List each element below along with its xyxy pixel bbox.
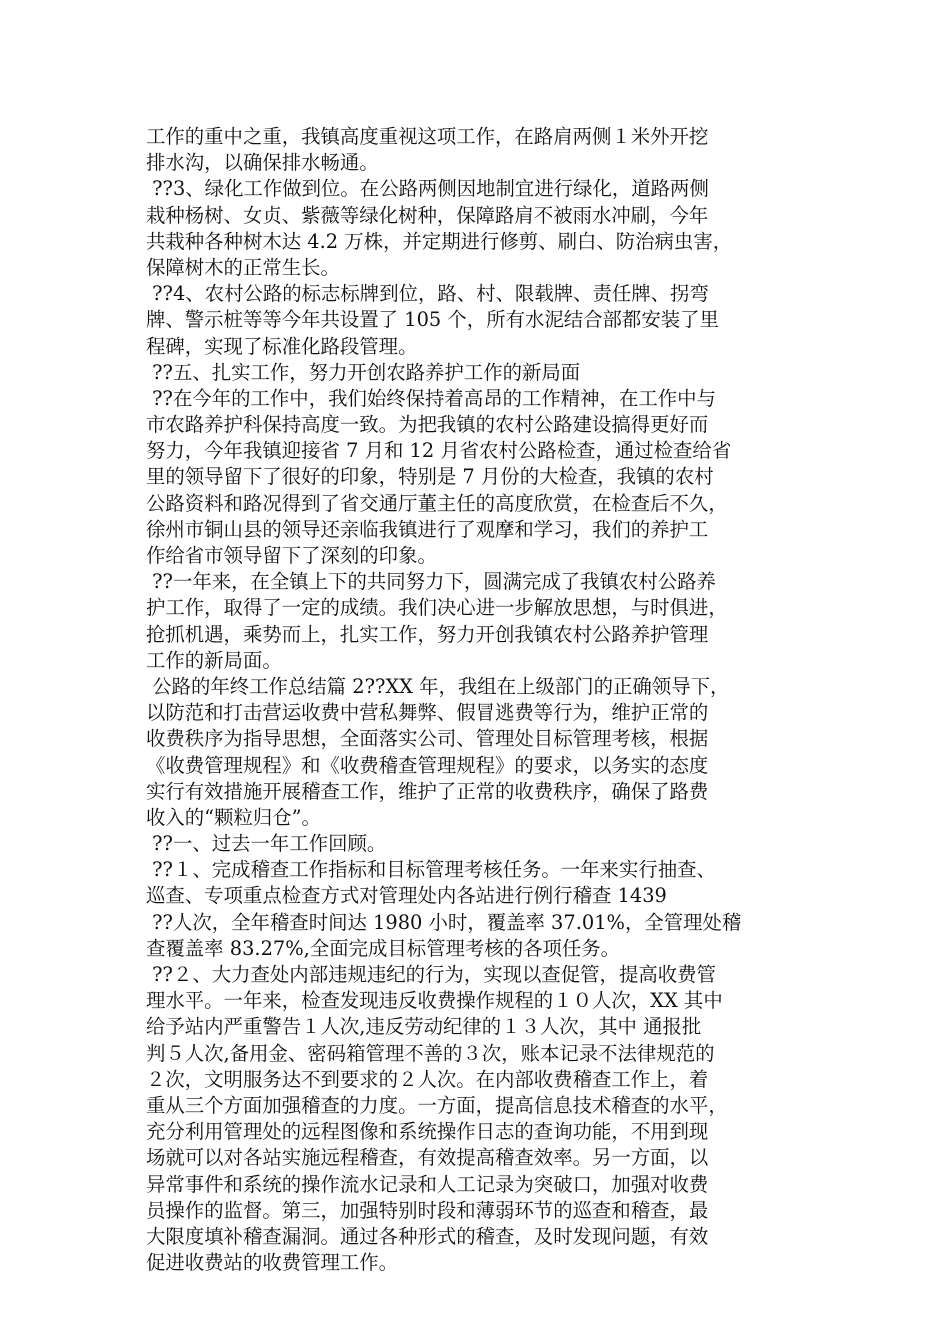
- text-line: ??五、扎实工作，努力开创农路养护工作的新局面: [146, 360, 581, 384]
- text-line: ??１、完成稽查工作指标和目标管理考核任务。一年来实行抽查、: [146, 858, 716, 882]
- text-line: 排水沟，以确保排水畅通。: [146, 151, 379, 175]
- text-line: 员操作的监督。第三，加强特别时段和薄弱环节的巡查和稽查，最: [146, 1198, 709, 1222]
- text-line: 作给省市领导留下了深刻的印象。: [146, 544, 437, 567]
- text-line: 护工作，取得了一定的成绩。我们决心进一步解放思想，与时俱进，: [146, 596, 728, 620]
- text-line: 工作的新局面。: [146, 648, 282, 672]
- text-line: 给予站内严重警告１人次,违反劳动纪律的１３人次，其中 通报批: [146, 1015, 702, 1039]
- text-line: 抢抓机遇，乘势而上，扎实工作，努力开创我镇农村公路养护管理: [146, 622, 709, 646]
- text-line: 充分利用管理处的远程图像和系统操作日志的查询功能，不用到现: [146, 1120, 709, 1144]
- text-line: 理水平。一年来，检查发现违反收费操作规程的１０人次，XX 其中: [146, 989, 723, 1013]
- text-line: 收入的“颗粒归仓”。: [146, 805, 321, 829]
- text-line: ??２、大力查处内部违规违纪的行为，实现以查促管，提高收费管: [146, 963, 716, 986]
- text-line: 公路资料和路况得到了省交通厅董主任的高度欣赏，在检查后不久，: [146, 491, 728, 515]
- text-line: 程碑，实现了标准化路段管理。: [146, 334, 418, 358]
- text-line: 重从三个方面加强稽查的力度。一方面，提高信息技术稽查的水平，: [146, 1093, 728, 1117]
- text-line: ??在今年的工作中，我们始终保持着高昂的工作精神，在工作中与: [146, 386, 716, 410]
- text-line: 异常事件和系统的操作流水记录和人工记录为突破口，加强对收费: [146, 1172, 709, 1196]
- text-line: 场就可以对各站实施远程稽查，有效提高稽查效率。另一方面，以: [146, 1146, 709, 1170]
- text-line: 查覆盖率 83.27%,全面完成目标管理考核的各项任务。: [146, 936, 621, 960]
- text-line: 《收费管理规程》和《收费稽查管理规程》的要求，以务实的态度: [146, 753, 709, 777]
- document-body: [146, 124, 836, 1276]
- text-line: 牌、警示桩等等今年共设置了 105 个，所有水泥结合部都安装了里: [146, 308, 719, 332]
- text-line: 实行有效措施开展稽查工作，维护了正常的收费秩序，确保了路费: [146, 779, 709, 803]
- text-line: ??一、过去一年工作回顾。: [146, 832, 387, 856]
- text-line: 促进收费站的收费管理工作。: [146, 1251, 399, 1275]
- text-line: 巡查、专项重点检查方式对管理处内各站进行例行稽查 1439: [146, 884, 667, 908]
- text-line: 公路的年终工作总结篇 2??XX 年，我组在上级部门的正确领导下，: [146, 674, 730, 698]
- text-line: ??人次，全年稽查时间达 1980 小时，覆盖率 37.01%，全管理处稽: [146, 910, 742, 934]
- text-line: ??3、绿化工作做到位。在公路两侧因地制宜进行绿化，道路两侧: [146, 177, 709, 201]
- text-line: 大限度填补稽查漏洞。通过各种形式的稽查，及时发现问题，有效: [146, 1224, 709, 1248]
- text-line: 保障树木的正常生长。: [146, 255, 340, 279]
- text-line: 工作的重中之重，我镇高度重视这项工作，在路肩两侧１米外开挖: [146, 125, 709, 148]
- text-line: 徐州市铜山县的领导还亲临我镇进行了观摩和学习，我们的养护工: [146, 517, 709, 541]
- text-line: 市农路养护科保持高度一致。为把我镇的农村公路建设搞得更好而: [146, 413, 709, 437]
- text-line: 努力，今年我镇迎接省 7 月和 12 月省农村公路检查，通过检查给省: [146, 439, 732, 463]
- text-line: 里的领导留下了很好的印象，特别是 7 月份的大检查，我镇的农村: [146, 465, 714, 489]
- text-line: ２次，文明服务达不到要求的２人次。在内部收费稽查工作上，着: [146, 1067, 709, 1091]
- text-line: 以防范和打击营运收费中营私舞弊、假冒逃费等行为，维护正常的: [146, 701, 709, 725]
- text-line: ??一年来，在全镇上下的共同努力下，圆满完成了我镇农村公路养: [146, 570, 716, 594]
- text-line: ??4、农村公路的标志标牌到位，路、村、限载牌、责任牌、拐弯: [146, 282, 709, 306]
- text-line: 判５人次,备用金、密码箱管理不善的３次，账本记录不法律规范的: [146, 1041, 715, 1065]
- text-line: 共栽种各种树木达 4.2 万株，并定期进行修剪、刷白、防治病虫害，: [146, 229, 733, 253]
- text-line: 收费秩序为指导思想，全面落实公司、管理处目标管理考核，根据: [146, 727, 709, 751]
- text-line: 栽种杨树、女贞、紫薇等绿化树种，保障路肩不被雨水冲刷，今年: [146, 203, 709, 227]
